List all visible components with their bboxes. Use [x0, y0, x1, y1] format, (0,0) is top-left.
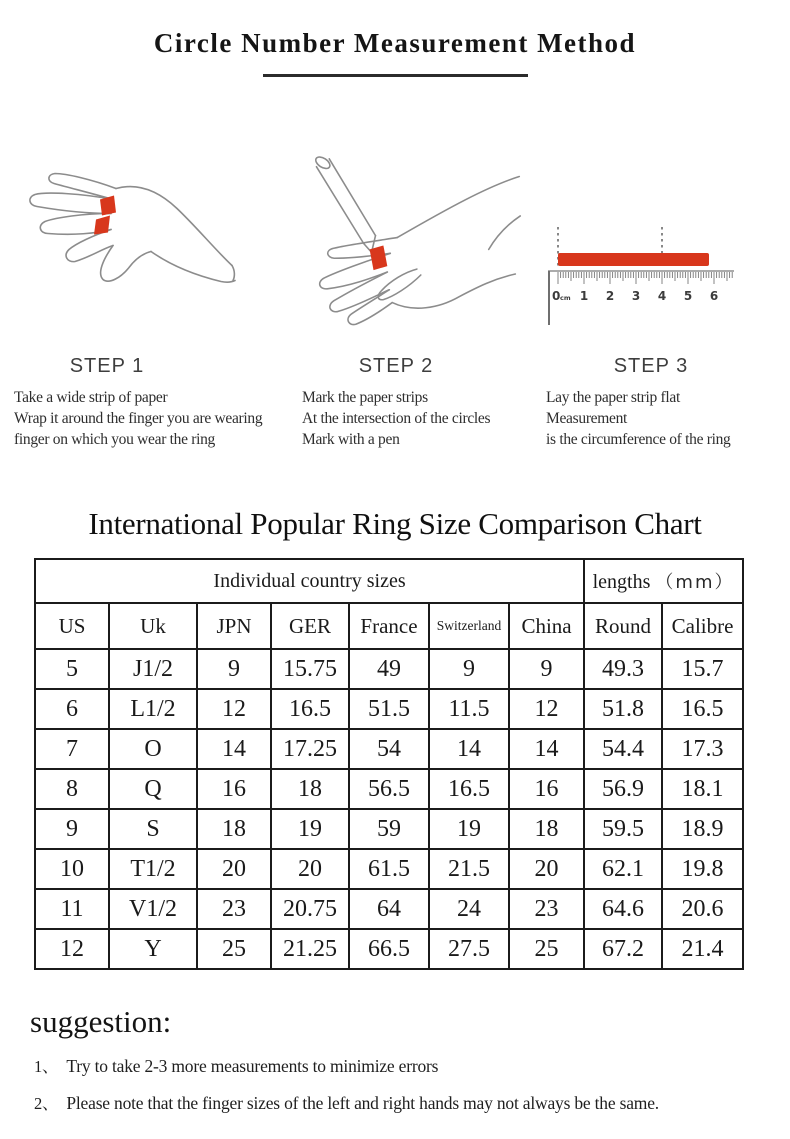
chart-title: International Popular Ring Size Comparison Chart	[88, 506, 702, 541]
ruler-tick-label: 3	[631, 289, 641, 303]
step-3-illustration-area	[536, 145, 790, 339]
table-cell: 56.5	[349, 769, 429, 809]
table-cell: 27.5	[429, 929, 509, 969]
table-cell: 25	[509, 929, 584, 969]
table-cell: 49	[349, 649, 429, 689]
step-description-line: Mark the paper strips	[302, 389, 428, 406]
table-cell: 15.75	[271, 649, 349, 689]
table-cell: 11.5	[429, 689, 509, 729]
column-header-jpn: JPN	[197, 603, 271, 649]
table-row	[35, 649, 743, 689]
step-2-illustration-area	[280, 145, 536, 339]
table-cell: 19.8	[662, 849, 743, 889]
table-cell: 17.25	[271, 729, 349, 769]
table-cell: Q	[109, 769, 197, 809]
ruler-tick-label: 2	[605, 289, 615, 303]
ruler-tick-label: 5	[683, 289, 693, 303]
ruler-unit-label: cm	[560, 294, 571, 302]
steps-section	[0, 145, 790, 450]
suggestion-item-number: 2、	[34, 1094, 59, 1113]
lengths-label: lengths	[592, 571, 651, 593]
table-cell: 18	[509, 809, 584, 849]
group-header-lengths	[584, 559, 743, 603]
table-cell: 9	[197, 649, 271, 689]
table-cell: 20	[197, 849, 271, 889]
table-cell: 18	[271, 769, 349, 809]
table-cell: 49.3	[584, 649, 662, 689]
step-3-label: STEP 3	[613, 355, 689, 377]
column-header-calibre: Calibre	[662, 603, 743, 649]
step-description-line: Take a wide strip of paper	[14, 389, 168, 406]
title-underline	[263, 74, 528, 77]
table-cell: 59.5	[584, 809, 662, 849]
table-cell: 23	[509, 889, 584, 929]
table-cell: 16.5	[662, 689, 743, 729]
table-cell: 56.9	[584, 769, 662, 809]
table-cell: 64.6	[584, 889, 662, 929]
step-2-label: STEP 2	[358, 355, 434, 377]
group-header-country-sizes: Individual country sizes	[35, 559, 584, 603]
table-cell: 66.5	[349, 929, 429, 969]
table-cell: 14	[509, 729, 584, 769]
table-cell: 19	[429, 809, 509, 849]
table-cell: 67.2	[584, 929, 662, 969]
column-header-ger: GER	[271, 603, 349, 649]
table-cell: 20	[509, 849, 584, 889]
column-header-france: France	[349, 603, 429, 649]
step-1-illustration-area	[0, 145, 280, 339]
table-cell: 15.7	[662, 649, 743, 689]
table-cell: 7	[35, 729, 109, 769]
ruler-tick-label: 6	[709, 289, 719, 303]
table-cell: 18	[197, 809, 271, 849]
table-cell: L1/2	[109, 689, 197, 729]
column-header-round: Round	[584, 603, 662, 649]
page-title: Circle Number Measurement Method	[153, 28, 637, 58]
step-1-label: STEP 1	[69, 355, 145, 377]
column-header-us: US	[35, 603, 109, 649]
suggestion-item	[34, 1053, 790, 1077]
column-header-china: China	[509, 603, 584, 649]
table-cell: 18.9	[662, 809, 743, 849]
suggestion-item-text: Please note that the finger sizes of the left and right hands may not always be the same.	[66, 1093, 659, 1113]
table-cell: 18.1	[662, 769, 743, 809]
table-cell: 14	[197, 729, 271, 769]
column-header-switzerland: Switzerland	[429, 603, 509, 649]
step-description-line: Mark with a pen	[302, 431, 400, 448]
table-cell: 62.1	[584, 849, 662, 889]
table-cell: 10	[35, 849, 109, 889]
table-cell: V1/2	[109, 889, 197, 929]
group-header-row	[35, 559, 743, 603]
ruler-tick-label: 4	[657, 289, 667, 303]
table-cell: 16.5	[429, 769, 509, 809]
table-cell: 21.5	[429, 849, 509, 889]
suggestion-section	[30, 1004, 790, 1114]
table-row	[35, 929, 743, 969]
step-3-block	[536, 145, 790, 450]
table-row	[35, 769, 743, 809]
step-1-block	[0, 145, 280, 450]
table-cell: 23	[197, 889, 271, 929]
ruler-zero-label: 0	[552, 289, 561, 303]
table-cell: 16.5	[271, 689, 349, 729]
table-cell: 12	[197, 689, 271, 729]
table-cell: 54.4	[584, 729, 662, 769]
step-description-line: Wrap it around the finger you are wearing	[14, 410, 263, 427]
table-cell: 16	[509, 769, 584, 809]
table-cell: 51.8	[584, 689, 662, 729]
table-cell: 9	[429, 649, 509, 689]
table-cell: 21.25	[271, 929, 349, 969]
ruler-tick-label: 1	[579, 289, 589, 303]
table-cell: 19	[271, 809, 349, 849]
table-cell: 9	[35, 809, 109, 849]
step-2-block	[280, 145, 536, 450]
table-cell: 51.5	[349, 689, 429, 729]
table-cell: 20	[271, 849, 349, 889]
step-description-line: is the circumference of the ring	[546, 431, 731, 448]
table-cell: 54	[349, 729, 429, 769]
table-cell: T1/2	[109, 849, 197, 889]
step-1-description	[0, 387, 280, 450]
table-body	[35, 649, 743, 969]
table-row	[35, 849, 743, 889]
hand-with-paper-strip-icon	[20, 161, 260, 339]
mm-unit-label: （mm）	[655, 572, 735, 593]
column-header-row	[35, 603, 743, 649]
table-cell: 61.5	[349, 849, 429, 889]
ruler-ticks	[558, 272, 732, 284]
table-cell: 14	[429, 729, 509, 769]
step-description-line: finger on which you wear the ring	[14, 431, 216, 448]
table-cell: 20.75	[271, 889, 349, 929]
table-cell: S	[109, 809, 197, 849]
step-description-line: At the intersection of the circles	[302, 410, 491, 427]
step-3-description	[536, 387, 790, 450]
column-header-uk: Uk	[109, 603, 197, 649]
suggestion-item	[34, 1090, 790, 1114]
table-cell: 5	[35, 649, 109, 689]
table-cell: 9	[509, 649, 584, 689]
suggestion-title: suggestion:	[30, 1004, 172, 1039]
suggestion-item-number: 1、	[34, 1057, 59, 1076]
table-cell: 12	[509, 689, 584, 729]
step-description-line: Lay the paper strip flat	[546, 389, 680, 406]
table-cell: 12	[35, 929, 109, 969]
table-row	[35, 809, 743, 849]
table-cell: 25	[197, 929, 271, 969]
table-cell: 64	[349, 889, 429, 929]
table-cell: Y	[109, 929, 197, 969]
ring-size-table	[34, 558, 744, 970]
table-cell: 16	[197, 769, 271, 809]
table-cell: O	[109, 729, 197, 769]
table-cell: 59	[349, 809, 429, 849]
table-cell: 21.4	[662, 929, 743, 969]
table-row	[35, 689, 743, 729]
table-row	[35, 889, 743, 929]
table-cell: 20.6	[662, 889, 743, 929]
ruler-with-paper-strip-icon	[538, 219, 788, 327]
step-description-line: Measurement	[546, 410, 628, 427]
step-2-description	[280, 387, 536, 450]
table-cell: J1/2	[109, 649, 197, 689]
table-row	[35, 729, 743, 769]
table-cell: 17.3	[662, 729, 743, 769]
hand-with-pen-icon	[293, 147, 523, 339]
suggestion-item-text: Try to take 2-3 more measurements to minimize errors	[66, 1056, 439, 1076]
table-cell: 8	[35, 769, 109, 809]
table-cell: 24	[429, 889, 509, 929]
table-cell: 11	[35, 889, 109, 929]
table-cell: 6	[35, 689, 109, 729]
